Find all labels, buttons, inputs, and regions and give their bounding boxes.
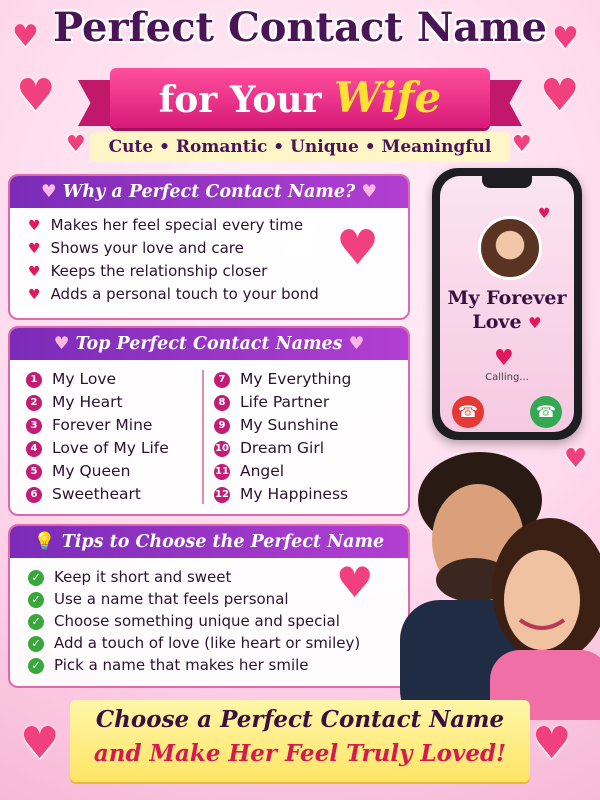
- heart-icon: ♥: [16, 70, 56, 121]
- heart-icon: ♥: [532, 718, 572, 769]
- heart-icon: ♥: [528, 314, 542, 332]
- phone-decline-icon[interactable]: ☎: [452, 396, 484, 428]
- heart-icon: ♥: [28, 287, 41, 303]
- heart-icon: ♥: [538, 206, 551, 222]
- page-title: Perfect Contact Name: [53, 4, 547, 51]
- ribbon-title: [110, 68, 490, 130]
- list-item-text: Keep it short and sweet: [54, 568, 232, 586]
- list-item-text: Add a touch of love (like heart or smiley): [54, 634, 361, 652]
- footer-banner: [70, 700, 530, 782]
- list-item-text: Makes her feel special every time: [50, 216, 304, 234]
- list-item: [214, 437, 351, 460]
- list-item: [214, 414, 351, 437]
- list-item: [26, 483, 169, 506]
- list-item: [214, 483, 351, 506]
- check-circle-icon: ✓: [28, 636, 44, 652]
- heart-icon: ♥: [540, 70, 580, 121]
- contact-name: My Queen: [52, 462, 131, 480]
- contact-name: My Happiness: [240, 485, 349, 503]
- heart-icon: ♥: [53, 334, 70, 354]
- contact-name: Forever Mine: [52, 416, 153, 434]
- couple-photo: [390, 430, 600, 720]
- contact-name: My Heart: [52, 393, 123, 411]
- list-item-text: Adds a personal touch to your bond: [50, 285, 319, 303]
- contact-name: My Everything: [240, 370, 352, 388]
- why-card-heading: [10, 176, 408, 208]
- check-circle-icon: ✓: [28, 658, 44, 674]
- ribbon-title-prefix: for Your: [158, 79, 322, 121]
- heart-icon: ♥: [28, 218, 41, 234]
- number-badge: 8: [214, 395, 230, 411]
- list-item: [26, 368, 169, 391]
- number-badge: 11: [214, 464, 230, 480]
- names-column-right: [214, 368, 351, 506]
- names-column-left: [26, 368, 169, 506]
- heart-icon: ♥: [336, 558, 374, 607]
- contact-name: My Sunshine: [240, 416, 339, 434]
- title-ribbon: [110, 68, 490, 128]
- heart-icon: ♥: [28, 264, 41, 280]
- contact-name: Angel: [240, 462, 285, 480]
- contact-name: My Love: [52, 370, 117, 388]
- list-item: [26, 460, 169, 483]
- why-card-title: Why a Perfect Contact Name?: [62, 182, 356, 202]
- call-status: Calling...: [485, 372, 529, 383]
- list-item: [28, 654, 408, 676]
- heart-icon: ♥: [20, 718, 60, 769]
- number-badge: 6: [26, 487, 42, 503]
- list-item: [214, 391, 351, 414]
- number-badge: 3: [26, 418, 42, 434]
- number-badge: 12: [214, 487, 230, 503]
- number-badge: 4: [26, 441, 42, 457]
- contact-name: Sweetheart: [52, 485, 141, 503]
- heart-icon: ♥: [494, 346, 514, 371]
- check-circle-icon: ✓: [28, 592, 44, 608]
- phone-mockup: [432, 168, 582, 440]
- check-circle-icon: ✓: [28, 614, 44, 630]
- phone-screen: [440, 176, 574, 432]
- list-item: [214, 368, 351, 391]
- heart-icon: ♥: [552, 21, 579, 56]
- heart-icon: ♥: [12, 19, 39, 54]
- heart-icon: ♥: [512, 132, 532, 157]
- heart-icon: ♥: [361, 182, 378, 202]
- heart-icon: ♥: [348, 334, 365, 354]
- number-badge: 9: [214, 418, 230, 434]
- contact-name: Dream Girl: [240, 439, 325, 457]
- contact-name: Love of My Life: [52, 439, 169, 457]
- names-card: [8, 326, 410, 516]
- list-item: [28, 632, 408, 654]
- footer-line2: and Make Her Feel Truly Loved!: [93, 740, 507, 767]
- list-item-text: Keeps the relationship closer: [50, 262, 268, 280]
- tagline: Cute • Romantic • Unique • Meaningful: [90, 132, 510, 162]
- phone-notch: [482, 176, 532, 188]
- names-card-title: Top Perfect Contact Names: [75, 334, 343, 354]
- list-item-text: Pick a name that makes her smile: [54, 656, 309, 674]
- list-item: [28, 283, 408, 306]
- phone-accept-icon[interactable]: ☎: [530, 396, 562, 428]
- contact-name: Life Partner: [240, 393, 330, 411]
- tips-card-title: Tips to Choose the Perfect Name: [61, 532, 385, 552]
- list-item: [214, 460, 351, 483]
- number-badge: 10: [214, 441, 230, 457]
- contact-avatar: [478, 216, 542, 280]
- tips-card-heading: [10, 526, 408, 558]
- contact-display-name: [440, 286, 574, 335]
- list-item: [26, 414, 169, 437]
- list-item: [26, 437, 169, 460]
- heart-icon: ♥: [564, 444, 588, 474]
- ribbon-title-highlight: Wife: [334, 73, 442, 122]
- heart-icon: ♥: [336, 220, 380, 276]
- contact-name-line2: Love: [472, 311, 522, 333]
- list-item-text: Use a name that feels personal: [54, 590, 289, 608]
- heart-icon: ♥: [40, 182, 57, 202]
- column-divider: [202, 370, 204, 504]
- check-circle-icon: ✓: [28, 570, 44, 586]
- heart-icon: ♥: [66, 132, 86, 157]
- names-card-heading: [10, 328, 408, 360]
- heart-icon: ♥: [28, 241, 41, 257]
- footer-line1: Choose a Perfect Contact Name: [95, 706, 505, 733]
- number-badge: 7: [214, 372, 230, 388]
- number-badge: 5: [26, 464, 42, 480]
- number-badge: 1: [26, 372, 42, 388]
- number-badge: 2: [26, 395, 42, 411]
- list-item-text: Choose something unique and special: [54, 612, 340, 630]
- contact-name-line1: My Forever: [447, 287, 567, 309]
- list-item: [26, 391, 169, 414]
- list-item: [28, 610, 408, 632]
- lightbulb-icon: 💡: [33, 532, 56, 552]
- list-item-text: Shows your love and care: [50, 239, 244, 257]
